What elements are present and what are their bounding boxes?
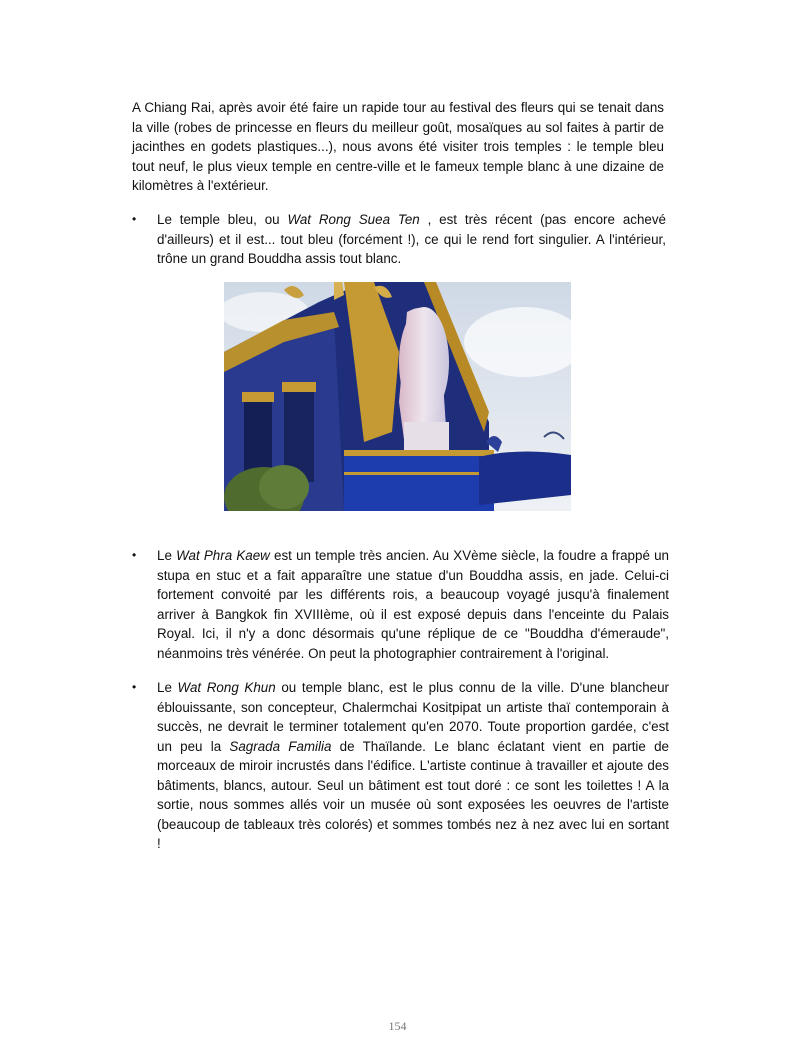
list-item-wat-phra-kaew [132,546,669,663]
temple-name: Wat Rong Khun [177,680,276,695]
list-item-text [157,210,666,269]
list-item-blue-temple [132,210,666,269]
text-run: Le [157,680,178,695]
text-run: est un temple très ancien. Au XVème siècle, la foudre a frappé un stupa en stuc et a fait apparaître une statue d'un Bouddha assis, en jade. Celui-ci fortement convoité par les différents rois, a beaucoup voyagé jusqu'à finalement arriver à Bangkok fin XVIIIème, où il est exposé depuis dans l'enceinte du Palais Royal. Ici, il n'y a donc désormais qu'une réplique de ce "Bouddha d'émeraude", néanmoins très vénérée. On peut la photographier contrairement à l'original. [157,548,669,661]
temple-name: Wat Rong Suea Ten [287,212,420,227]
text-run: Le [157,548,177,563]
temple-name: Wat Phra Kaew [176,548,270,563]
blue-temple-photo [224,282,571,511]
bullet-marker: • [132,212,137,226]
intro-paragraph: A Chiang Rai, après avoir été faire un rapide tour au festival des fleurs qui se tenait dans la ville (robes de princesse en fleurs du meilleur goût, mosaïques au sol faites à partir de jacinthes en godets plastiques...), nous avons été visiter trois temples : le temple bleu tout neuf, le plus vieux temple en centre-ville et le fameux temple blanc à une dizaine de kilomètres à l'extérieur. [132,100,664,193]
list-item-text [157,546,669,663]
text-run: de Thaïlande. Le blanc éclatant vient en partie de morceaux de miroir incrustés dans l'édifice. L'artiste continue à travailler et ajoute des bâtiments, blancs, autour. Seul un bâtiment est tout doré : ce sont les toilettes ! A la sortie, nous sommes allés voir un musée où sont exposées les oeuvres de l'artiste (beaucoup de tableaux très colorés) et sommes tombés nez à nez avec lui en sortant ! [157,738,669,851]
sagrada-familia-name: Sagrada Familia [229,738,332,754]
bullet-marker: • [132,548,137,562]
text-run: , est très récent (pas encore achevé d'ailleurs) et il est... tout bleu (forcément !), ce qui le rend fort singulier. A l'intérieur, trône un grand Bouddha assis tout blanc. [157,212,667,266]
list-item-wat-rong-khun [132,678,669,854]
page-number: 154 [388,1019,407,1033]
text-run: ou temple blanc, est le plus connu de la ville. D'une blancheur éblouissante, son concepteur, Chalermchai Kositpipat un artiste thaï contemporain à succès, ne devrait le terminer totalement qu'en 2070. Toute proportion gardée, c'est un peu la [157,680,669,754]
text-run: Le temple bleu, ou [157,212,288,227]
bullet-marker: • [132,680,137,694]
list-item-text [157,678,669,854]
